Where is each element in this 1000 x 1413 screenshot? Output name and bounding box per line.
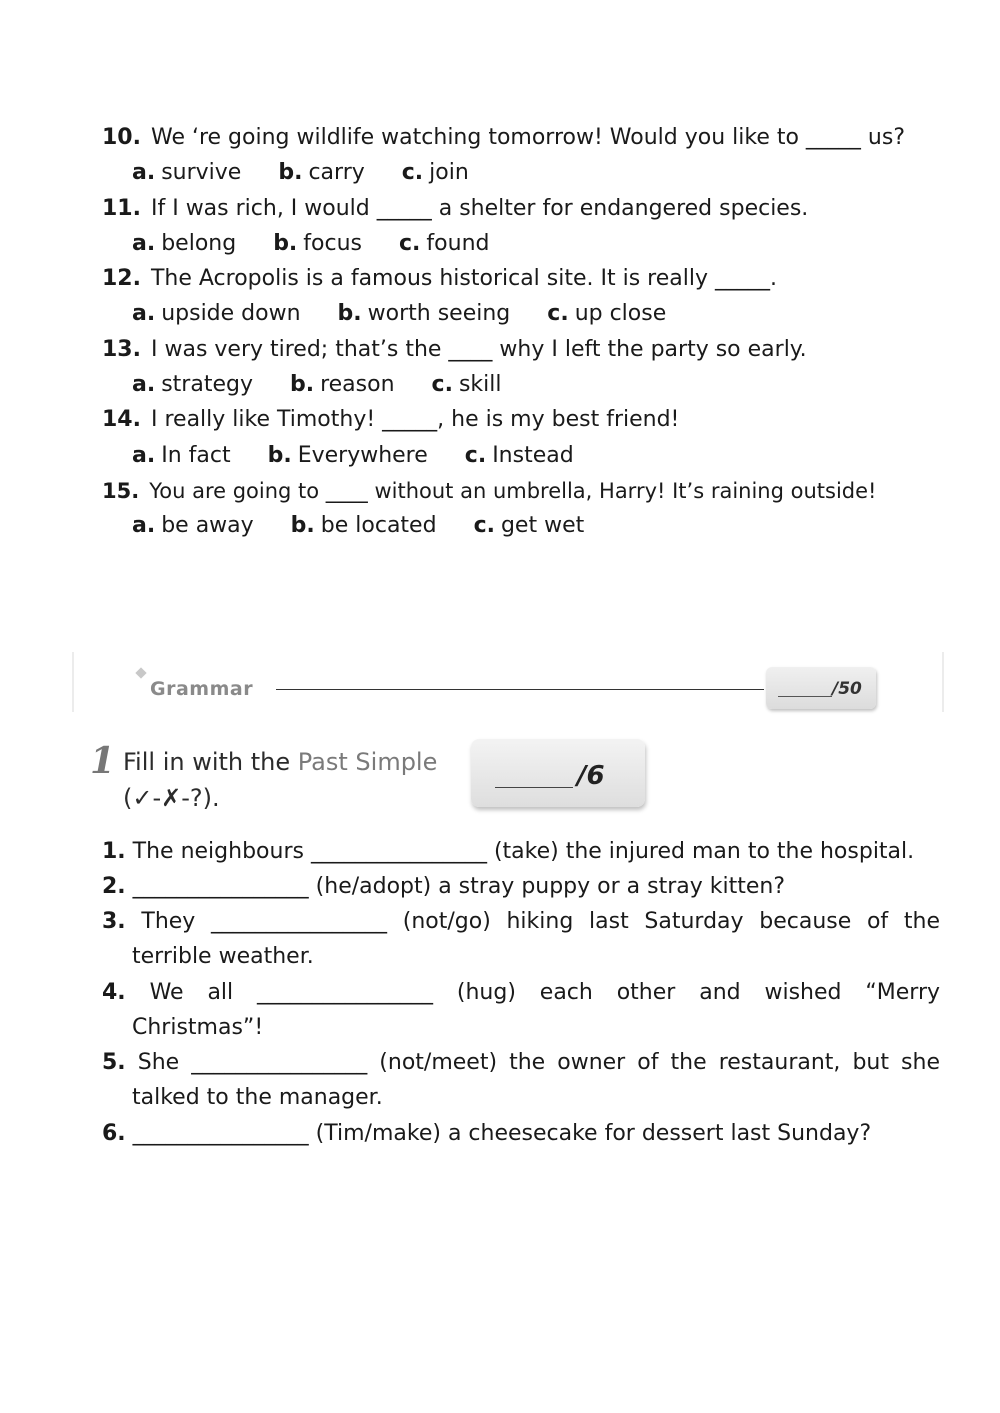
item-text: She ________________ (not/meet) the owner of the restaurant, but she <box>137 1050 940 1075</box>
option-c[interactable]: c. Instead <box>464 443 574 468</box>
question-14 <box>102 406 679 434</box>
question-11 <box>102 195 808 223</box>
question-number: 10. <box>102 125 141 150</box>
exercise-title: Fill in with the Past Simple <box>123 748 438 776</box>
option-b[interactable]: b. Everywhere <box>267 443 428 468</box>
exercise-number: 1 <box>90 740 116 782</box>
question-number: 15. <box>102 479 140 503</box>
question-text: I really like Timothy! _____, he is my best friend! <box>150 407 680 432</box>
option-c[interactable]: c. get wet <box>473 513 585 538</box>
item-1[interactable]: 1. The neighbours ________________ (take) the injured man to the hospital. <box>102 839 915 864</box>
option-b[interactable]: b. worth seeing <box>337 301 511 326</box>
item-3[interactable]: 3. They ________________ (not/go) hiking last Saturday because of the <box>102 909 940 934</box>
question-text: We ‘re going wildlife watching tomorrow! Would you like to _____ us? <box>150 125 906 150</box>
option-b[interactable]: b. be located <box>290 513 437 538</box>
item-text: ________________ (Tim/make) a cheesecake for dessert last Sunday? <box>132 1121 872 1146</box>
question-text: You are going to ____ without an umbrella, Harry! It’s raining outside! <box>149 479 877 503</box>
item-5-cont: talked to the manager. <box>132 1085 383 1110</box>
question-text: The Acropolis is a famous historical site. It is really _____. <box>150 266 777 291</box>
options-12 <box>132 300 696 328</box>
exercise-score-box <box>471 739 645 807</box>
question-12 <box>102 265 777 293</box>
option-a[interactable]: a. strategy <box>132 372 253 397</box>
options-13 <box>132 371 531 399</box>
item-4[interactable]: 4. We all ________________ (hug) each other and wished “Merry <box>102 980 941 1005</box>
option-b[interactable]: b. reason <box>289 372 395 397</box>
question-text: I was very tired; that’s the ____ why I left the party so early. <box>150 337 807 362</box>
tense-highlight: Past Simple <box>297 748 438 776</box>
option-a[interactable]: a. be away <box>132 513 254 538</box>
option-b[interactable]: b. carry <box>278 160 365 185</box>
item-5[interactable]: 5. She ________________ (not/meet) the owner of the restaurant, but she <box>102 1050 940 1075</box>
item-2[interactable]: 2. ________________ (he/adopt) a stray puppy or a stray kitten? <box>102 874 786 899</box>
item-6[interactable]: 6. ________________ (Tim/make) a cheesecake for dessert last Sunday? <box>102 1121 872 1146</box>
exercise-title-line2: (✓-✗-?). <box>123 784 220 812</box>
score-total: /50 <box>832 679 862 699</box>
option-c[interactable]: c. found <box>399 231 490 256</box>
question-number: 12. <box>102 266 141 291</box>
grammar-score-box <box>766 667 876 709</box>
item-text: ________________ (he/adopt) a stray puppy or a stray kitten? <box>132 874 786 899</box>
grammar-divider <box>276 689 764 690</box>
option-c[interactable]: c. join <box>401 160 469 185</box>
question-text: If I was rich, I would _____ a shelter for endangered species. <box>150 196 809 221</box>
item-3-cont: terrible weather. <box>132 944 314 969</box>
item-text: The neighbours ________________ (take) the injured man to the hospital. <box>132 839 915 864</box>
score-blank[interactable] <box>778 696 832 697</box>
options-11 <box>132 230 519 258</box>
question-number: 14. <box>102 407 141 432</box>
option-c[interactable]: c. up close <box>547 301 667 326</box>
option-c[interactable]: c. skill <box>431 372 502 397</box>
question-13 <box>102 336 807 364</box>
score-total: /6 <box>577 761 605 791</box>
option-a[interactable]: a. In fact <box>132 443 231 468</box>
question-10 <box>102 124 905 152</box>
option-a[interactable]: a. upside down <box>132 301 301 326</box>
options-10 <box>132 159 499 187</box>
question-number: 11. <box>102 196 141 221</box>
option-b[interactable]: b. focus <box>273 231 363 256</box>
option-a[interactable]: a. belong <box>132 231 237 256</box>
option-a[interactable]: a. survive <box>132 160 242 185</box>
grammar-title: Grammar <box>150 678 254 700</box>
score-blank[interactable] <box>495 787 573 788</box>
item-4-cont: Christmas”! <box>132 1015 264 1040</box>
question-number: 13. <box>102 337 141 362</box>
item-text: We all ________________ (hug) each other and wished “Merry <box>149 980 941 1005</box>
item-text: They ________________ (not/go) hiking last Saturday because of the <box>141 909 940 934</box>
options-14 <box>132 442 604 470</box>
question-15 <box>102 477 876 505</box>
options-15 <box>132 512 614 540</box>
